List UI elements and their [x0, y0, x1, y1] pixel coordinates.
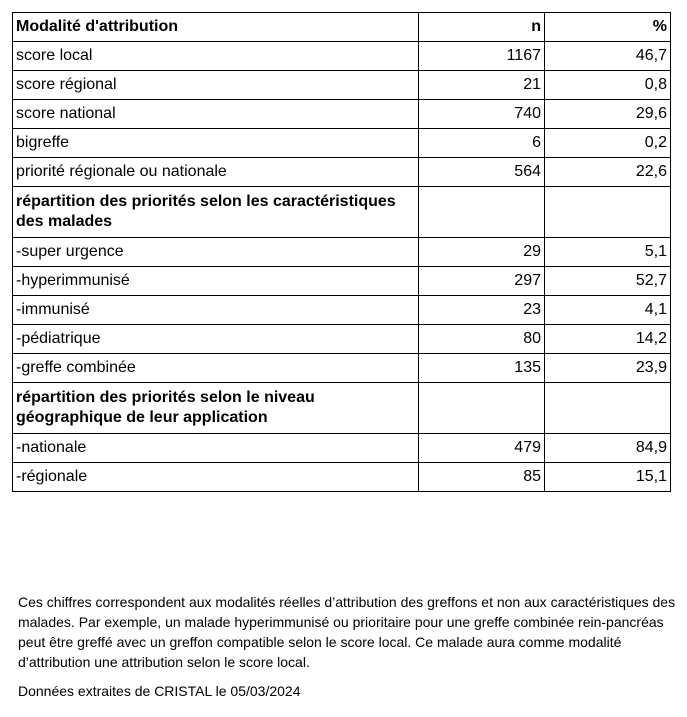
row-n: 6	[419, 129, 545, 158]
row-pct: 5,1	[545, 238, 671, 267]
row-n: 29	[419, 238, 545, 267]
row-n: 740	[419, 100, 545, 129]
section-row-geographique	[13, 383, 671, 434]
row-label: -greffe combinée	[13, 354, 419, 383]
row-n: 135	[419, 354, 545, 383]
table-header-row	[13, 13, 671, 42]
row-pct: 29,6	[545, 100, 671, 129]
row-label: score national	[13, 100, 419, 129]
row-pct: 46,7	[545, 42, 671, 71]
data-source-note: Données extraites de CRISTAL le 05/03/2024	[18, 683, 301, 699]
header-pct: %	[545, 13, 671, 42]
table-row	[13, 296, 671, 325]
row-label: -immunisé	[13, 296, 419, 325]
row-label: score local	[13, 42, 419, 71]
empty-cell	[419, 187, 545, 238]
empty-cell	[419, 383, 545, 434]
row-pct: 15,1	[545, 463, 671, 492]
table-row	[13, 71, 671, 100]
table-row	[13, 354, 671, 383]
row-label: priorité régionale ou nationale	[13, 158, 419, 187]
attribution-table	[12, 12, 671, 492]
table-row	[13, 463, 671, 492]
section-heading: répartition des priorités selon le niveau géographique de leur application	[13, 383, 419, 434]
row-n: 85	[419, 463, 545, 492]
row-pct: 23,9	[545, 354, 671, 383]
table-row	[13, 267, 671, 296]
row-pct: 4,1	[545, 296, 671, 325]
section-heading: répartition des priorités selon les caractéristiques des malades	[13, 187, 419, 238]
row-label: bigreffe	[13, 129, 419, 158]
section-row-caracteristiques	[13, 187, 671, 238]
row-n: 23	[419, 296, 545, 325]
row-label: score régional	[13, 71, 419, 100]
row-n: 21	[419, 71, 545, 100]
footnote: Ces chiffres correspondent aux modalités réelles d’attribution des greffons et non aux caractéristiques des malades. Par exemple, un malade hyperimmunisé ou prioritaire pour une greffe combinée rein-pancréas peut être greffé avec un greffon compatible selon le score local. Ce malade aura comme modalité d’attribution une attribution selon le score local.	[18, 594, 676, 670]
table-row	[13, 129, 671, 158]
table-row	[13, 238, 671, 267]
row-pct: 14,2	[545, 325, 671, 354]
row-pct: 0,2	[545, 129, 671, 158]
row-pct: 84,9	[545, 434, 671, 463]
row-n: 1167	[419, 42, 545, 71]
header-n: n	[419, 13, 545, 42]
table-row	[13, 42, 671, 71]
table-row	[13, 325, 671, 354]
header-modalite: Modalité d'attribution	[13, 13, 419, 42]
row-label: -pédiatrique	[13, 325, 419, 354]
row-n: 564	[419, 158, 545, 187]
row-n: 479	[419, 434, 545, 463]
row-pct: 52,7	[545, 267, 671, 296]
empty-cell	[545, 383, 671, 434]
row-pct: 22,6	[545, 158, 671, 187]
row-n: 297	[419, 267, 545, 296]
row-label: -hyperimmunisé	[13, 267, 419, 296]
empty-cell	[545, 187, 671, 238]
row-n: 80	[419, 325, 545, 354]
table-row	[13, 158, 671, 187]
table-row	[13, 100, 671, 129]
table-row	[13, 434, 671, 463]
row-pct: 0,8	[545, 71, 671, 100]
row-label: -nationale	[13, 434, 419, 463]
row-label: -régionale	[13, 463, 419, 492]
row-label: -super urgence	[13, 238, 419, 267]
